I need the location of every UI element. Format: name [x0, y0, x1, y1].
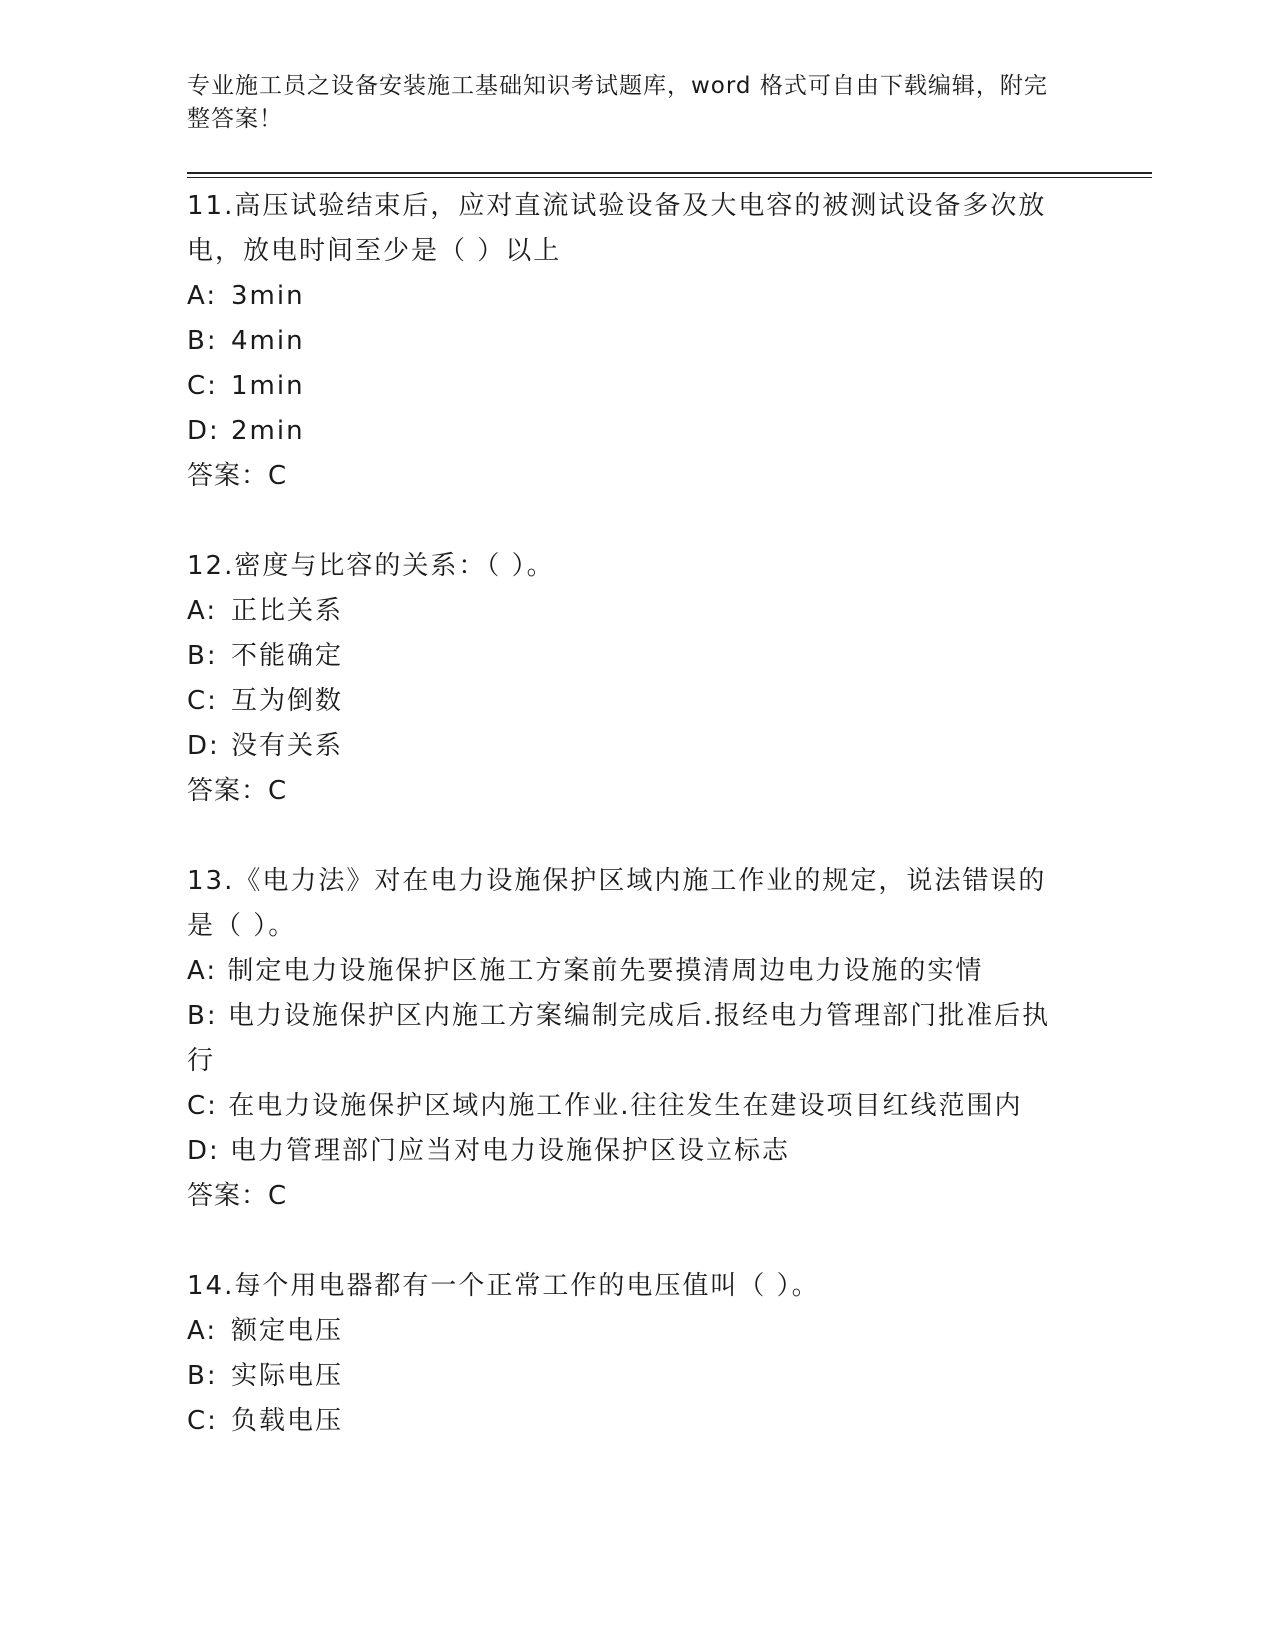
option-text: 额定电压: [231, 1316, 344, 1346]
option-text: 4min: [231, 326, 305, 356]
answer: 答案：C: [187, 1181, 288, 1211]
option-key: C:: [187, 1406, 218, 1436]
option-text: 实际电压: [231, 1361, 344, 1391]
option-b: [187, 1354, 1067, 1399]
option-text: 电力设施保护区内施工方案编制完成后.报经电力管理部门批准后执行: [187, 1001, 1051, 1076]
question-13: [187, 859, 1152, 1219]
question-11: [187, 184, 1152, 499]
option-key: A:: [187, 596, 218, 626]
option-a: [187, 949, 1067, 994]
option-c: [187, 1399, 1067, 1444]
option-d: [187, 724, 1067, 769]
option-text: 负载电压: [231, 1406, 344, 1436]
option-text: 在电力设施保护区域内施工作业.往往发生在建设项目红线范围内: [228, 1091, 1023, 1121]
option-text: 2min: [231, 416, 305, 446]
option-b: [187, 994, 1067, 1084]
option-c: [187, 1084, 1067, 1129]
option-key: B:: [187, 326, 218, 356]
question-stem: 13.《电力法》对在电力设施保护区域内施工作业的规定，说法错误的是（ ）。: [187, 866, 1047, 941]
document-page: [187, 70, 1152, 1444]
option-text: 没有关系: [231, 731, 344, 761]
document-header: 专业施工员之设备安装施工基础知识考试题库，word 格式可自由下载编辑，附完整答案！: [187, 73, 1048, 132]
option-a: [187, 274, 1067, 319]
option-a: [187, 1309, 1067, 1354]
option-key: B:: [187, 1001, 218, 1031]
option-b: [187, 634, 1067, 679]
option-key: A:: [187, 281, 218, 311]
question-14: [187, 1264, 1152, 1444]
option-text: 不能确定: [231, 641, 344, 671]
option-a: [187, 589, 1067, 634]
option-key: D:: [187, 416, 220, 446]
option-text: 正比关系: [231, 596, 344, 626]
header-divider: [187, 172, 1152, 178]
question-stem: 12.密度与比容的关系：（ ）。: [187, 551, 555, 581]
spacer: [187, 499, 1152, 544]
option-text: 3min: [231, 281, 305, 311]
question-stem: 14.每个用电器都有一个正常工作的电压值叫（ ）。: [187, 1271, 820, 1301]
option-key: D:: [187, 1136, 220, 1166]
option-d: [187, 409, 1067, 454]
option-b: [187, 319, 1067, 364]
option-key: C:: [187, 371, 218, 401]
answer: 答案：C: [187, 776, 288, 806]
option-key: C:: [187, 686, 218, 716]
answer: 答案：C: [187, 461, 288, 491]
question-stem: 11.高压试验结束后，应对直流试验设备及大电容的被测试设备多次放电，放电时间至少是（ ）以上: [187, 191, 1047, 266]
option-text: 制定电力设施保护区施工方案前先要摸清周边电力设施的实情: [227, 956, 984, 986]
option-key: A:: [187, 1316, 218, 1346]
option-key: C:: [187, 1091, 218, 1121]
question-12: [187, 544, 1152, 814]
option-key: B:: [187, 641, 218, 671]
option-text: 1min: [231, 371, 305, 401]
option-d: [187, 1129, 1067, 1174]
option-key: A:: [187, 956, 218, 986]
option-c: [187, 679, 1067, 724]
spacer: [187, 1219, 1152, 1264]
option-text: 互为倒数: [231, 686, 344, 716]
option-c: [187, 364, 1067, 409]
spacer: [187, 814, 1152, 859]
option-key: B:: [187, 1361, 218, 1391]
option-key: D:: [187, 731, 220, 761]
option-text: 电力管理部门应当对电力设施保护区设立标志: [230, 1136, 791, 1166]
